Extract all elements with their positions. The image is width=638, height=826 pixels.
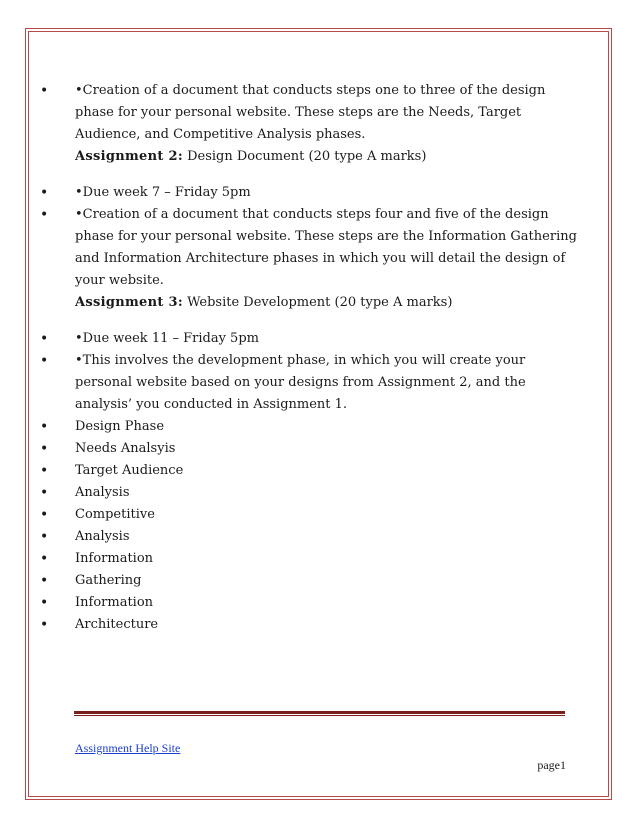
list-item — [40, 570, 580, 592]
list-item-text: Gathering — [75, 573, 142, 588]
assignment-2-bullet-list — [40, 182, 580, 292]
bullet-icon: • — [40, 207, 49, 223]
bullet-icon: • — [40, 573, 49, 589]
list-item — [40, 614, 580, 636]
list-item — [40, 204, 580, 292]
document-body — [40, 80, 580, 636]
list-item — [40, 182, 580, 204]
separator-thick-line — [74, 711, 565, 714]
assignment-3-label: Assignment 3: — [75, 295, 183, 310]
assignment-2-heading — [40, 146, 580, 168]
list-item-text: •Due week 11 – Friday 5pm — [75, 331, 259, 346]
bullet-icon: • — [40, 463, 49, 479]
list-item — [40, 80, 580, 146]
bullet-icon: • — [40, 331, 49, 347]
separator-thin-line — [74, 715, 565, 716]
list-item-text: Analysis — [75, 485, 130, 500]
list-item-text: Competitive — [75, 507, 155, 522]
list-item-text: Design Phase — [75, 419, 165, 434]
list-item — [40, 482, 580, 504]
bullet-icon: • — [40, 595, 49, 611]
bullet-icon: • — [40, 83, 49, 99]
bullet-icon: • — [40, 551, 49, 567]
bullet-icon: • — [40, 441, 49, 457]
list-item-text: Architecture — [75, 617, 159, 632]
list-item-text: Information — [75, 551, 154, 566]
footer-separator-rule — [74, 711, 565, 716]
list-item-text: •This involves the development phase, in which you will create your personal website based on your designs from Assignment 2, and the analysis’ you conducted in Assignment 1. — [75, 353, 526, 412]
list-item-text: Analysis — [75, 529, 130, 544]
assignment-3-heading — [40, 292, 580, 314]
list-item-text: •Due week 7 – Friday 5pm — [75, 185, 251, 200]
bullet-icon: • — [40, 529, 49, 545]
list-item-text: Information — [75, 595, 154, 610]
assignment-3-bullet-list — [40, 328, 580, 416]
list-item — [40, 548, 580, 570]
list-item — [40, 350, 580, 416]
intro-bullet-list — [40, 80, 580, 146]
list-item — [40, 416, 580, 438]
list-item-text: Needs Analsyis — [75, 441, 176, 456]
bullet-icon: • — [40, 353, 49, 369]
list-item — [40, 438, 580, 460]
list-item — [40, 460, 580, 482]
list-item — [40, 592, 580, 614]
bullet-icon: • — [40, 185, 49, 201]
bullet-icon: • — [40, 419, 49, 435]
assignment-3-title: Website Development (20 type A marks) — [187, 295, 453, 310]
bullet-icon: • — [40, 617, 49, 633]
phase-bullet-list — [40, 416, 580, 636]
assignment-help-site-link[interactable]: Assignment Help Site — [75, 741, 181, 755]
page-number: page1 — [537, 758, 566, 772]
list-item-text: Target Audience — [75, 463, 184, 478]
bullet-icon: • — [40, 507, 49, 523]
bullet-icon: • — [40, 485, 49, 501]
assignment-2-title: Design Document (20 type A marks) — [187, 149, 427, 164]
list-item-text: •Creation of a document that conducts steps four and five of the design phase for your personal website. These steps are the Information Gathering and Information Architecture phases in which you will detail the design of your website. — [75, 207, 577, 288]
list-item-text: •Creation of a document that conducts steps one to three of the design phase for your personal website. These steps are the Needs, Target Audience, and Competitive Analysis phases. — [75, 83, 546, 142]
assignment-2-label: Assignment 2: — [75, 149, 183, 164]
list-item — [40, 328, 580, 350]
list-item — [40, 526, 580, 548]
list-item — [40, 504, 580, 526]
